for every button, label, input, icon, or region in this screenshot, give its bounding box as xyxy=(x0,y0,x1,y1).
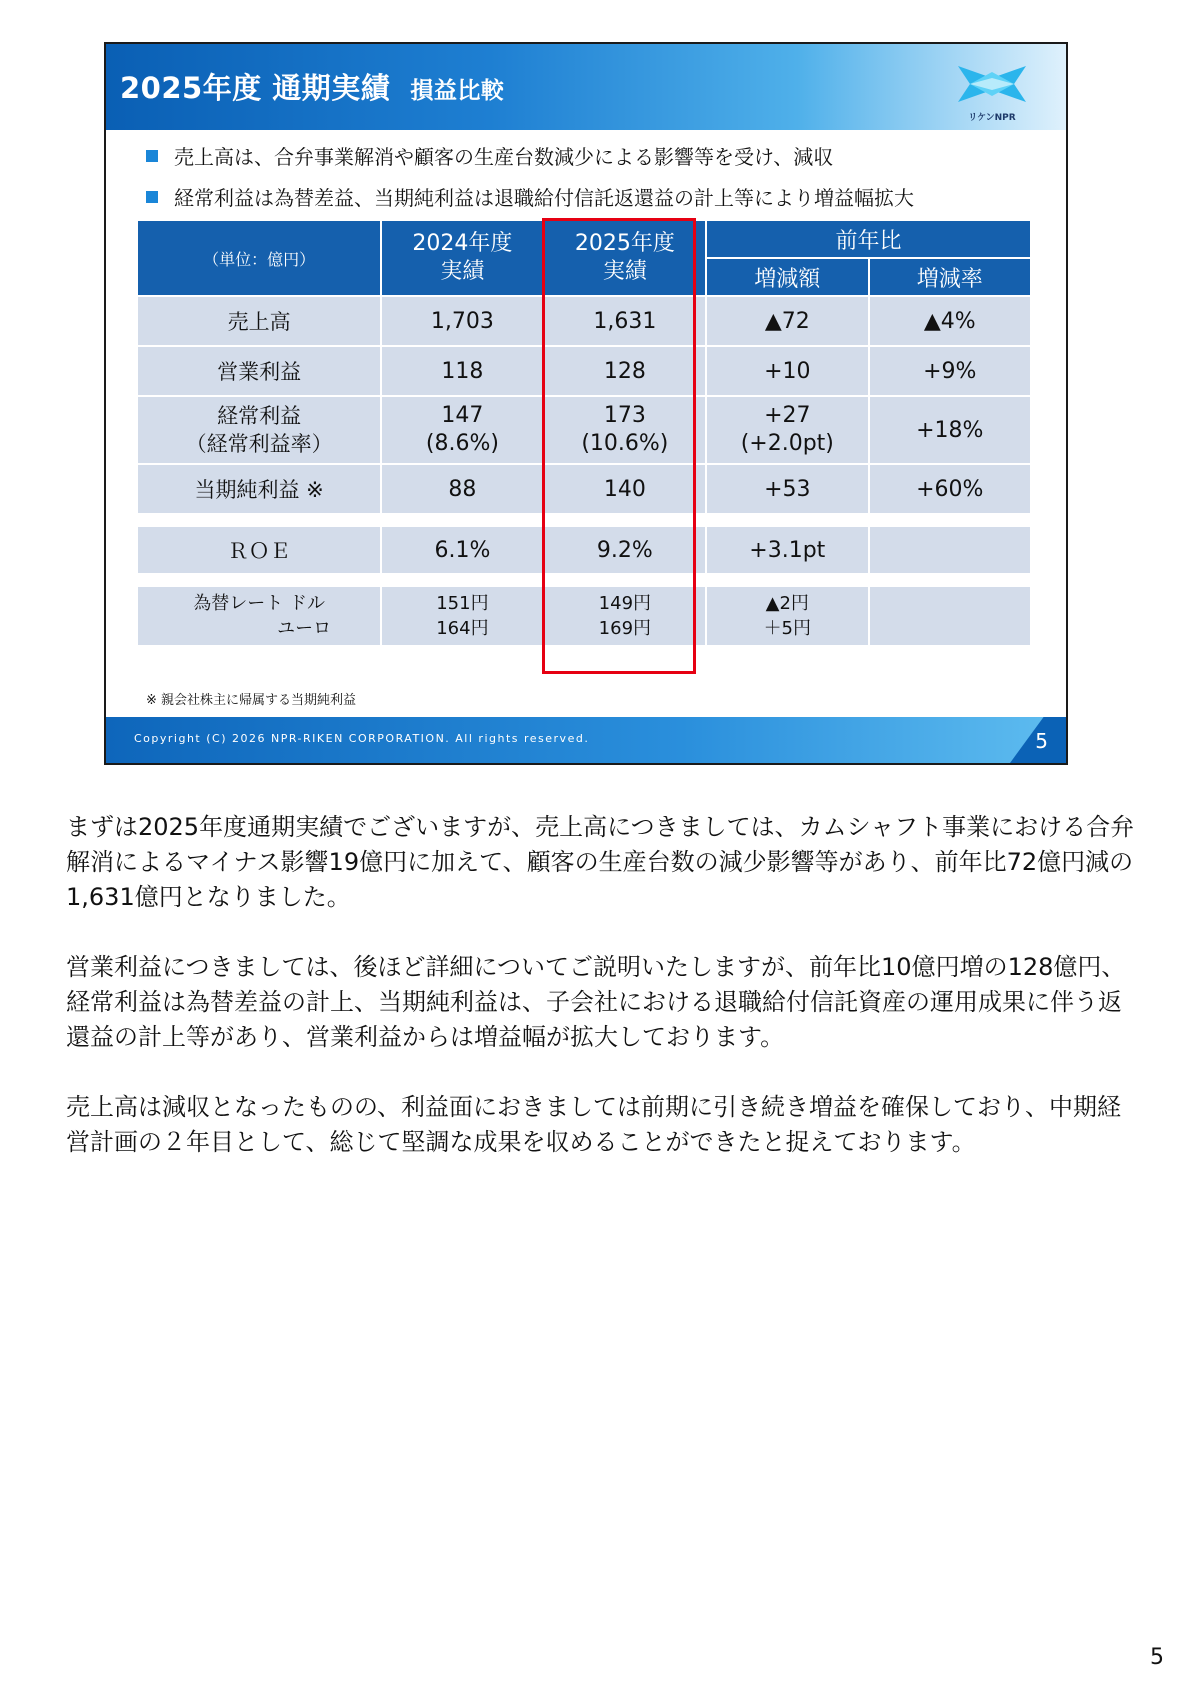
table-gap xyxy=(137,574,1031,586)
unit-header: （単位：億円） xyxy=(137,220,381,296)
header-yoy: 前年比 xyxy=(706,220,1031,258)
square-bullet-icon xyxy=(146,191,158,203)
header-2024-year: 2024年度 xyxy=(412,231,513,256)
slide-subtitle: 損益比較 xyxy=(410,78,505,104)
value-2024: 1,703 xyxy=(381,296,543,346)
fx-label-eur: ユーロ xyxy=(277,618,332,639)
value-2025-main: 173 xyxy=(603,403,646,428)
value-diff: +53 xyxy=(706,464,868,514)
table-row-roe xyxy=(137,526,1031,574)
row-label xyxy=(137,586,381,646)
company-logo xyxy=(952,58,1032,124)
eur-diff: ＋5円 xyxy=(763,618,812,639)
notes-paragraph: 売上高は減収となったものの、利益面におきましては前期に引き続き増益を確保しており、中期経営計画の２年目として、総じて堅調な成果を収めることができたと捉えております。 xyxy=(66,1093,1122,1156)
usd-2024: 151円 xyxy=(436,593,489,614)
value-2025-ratio: (10.6%) xyxy=(581,431,669,456)
value-2025 xyxy=(544,586,706,646)
bullet-list xyxy=(146,137,914,219)
header-2025 xyxy=(544,220,706,296)
slide-number: 5 xyxy=(1035,729,1048,753)
usd-2025: 149円 xyxy=(598,593,652,614)
value-2025: 128 xyxy=(544,346,706,396)
value-rate: ▲4% xyxy=(869,296,1031,346)
usd-diff: ▲2円 xyxy=(765,593,809,614)
bullet-item xyxy=(146,178,914,219)
bullet-text: 売上高は、合弁事業解消や顧客の生産台数減少による影響等を受け、減収 xyxy=(174,145,834,169)
value-rate: +60% xyxy=(869,464,1031,514)
value-2024: 6.1% xyxy=(381,526,543,574)
slide-title-text: 2025年度 通期実績 xyxy=(120,71,391,105)
table-gap xyxy=(137,514,1031,526)
eur-2024: 164円 xyxy=(436,618,489,639)
header-rate: 増減率 xyxy=(869,258,1031,296)
value-rate: +9% xyxy=(869,346,1031,396)
value-2025 xyxy=(544,396,706,464)
value-diff: +10 xyxy=(706,346,868,396)
row-label: 営業利益 xyxy=(137,346,381,396)
row-label: 当期純利益 ※ xyxy=(137,464,381,514)
row-label-sub: （経常利益率） xyxy=(185,432,333,456)
square-bullet-icon xyxy=(146,150,158,162)
header-diff: 増減額 xyxy=(706,258,868,296)
value-2025: 1,631 xyxy=(544,296,706,346)
value-diff-main: +27 xyxy=(764,403,811,428)
value-diff xyxy=(706,396,868,464)
row-label: ＲＯＥ xyxy=(137,526,381,574)
value-diff: +3.1pt xyxy=(706,526,868,574)
fx-label-usd: 為替レート ドル xyxy=(193,593,325,614)
notes-paragraph: 営業利益につきましては、後ほど詳細についてご説明いたしますが、前年比10億円増の128億円、経常利益は為替差益の計上、当期純利益は、子会社における退職給付信託資産の運用成果に伴う返還益の計上等があり、営業利益からは増益幅が拡大しております。 xyxy=(66,953,1126,1051)
value-2024 xyxy=(381,586,543,646)
value-2025: 140 xyxy=(544,464,706,514)
value-2025: 9.2% xyxy=(544,526,706,574)
table-row-sales xyxy=(137,296,1031,346)
value-diff: ▲72 xyxy=(706,296,868,346)
slide xyxy=(104,42,1068,765)
table-row-fx-rate xyxy=(137,586,1031,646)
value-rate-empty xyxy=(869,586,1031,646)
value-2024: 118 xyxy=(381,346,543,396)
slide-header xyxy=(106,44,1066,130)
header-2025-actual: 実績 xyxy=(602,259,647,284)
value-2024-main: 147 xyxy=(441,403,484,428)
value-diff xyxy=(706,586,868,646)
bullet-item xyxy=(146,137,914,178)
row-label: 売上高 xyxy=(137,296,381,346)
row-label-main: 経常利益 xyxy=(217,404,302,428)
copyright: Copyright (C) 2026 NPR-RIKEN CORPORATION. All rights reserved. xyxy=(134,732,590,745)
header-2024 xyxy=(381,220,543,296)
bullet-text: 経常利益は為替差益、当期純利益は退職給付信託返還益の計上等により増益幅拡大 xyxy=(174,186,914,210)
slide-title xyxy=(120,66,504,107)
pl-comparison-table xyxy=(136,219,1032,647)
value-rate: +18% xyxy=(869,396,1031,464)
table-row-ordinary-profit xyxy=(137,396,1031,464)
value-2024: 88 xyxy=(381,464,543,514)
logo-text: リケンNPR xyxy=(968,113,1016,123)
header-2024-actual: 実績 xyxy=(440,259,485,284)
page-number: 5 xyxy=(1150,1645,1164,1670)
value-2024 xyxy=(381,396,543,464)
slide-footer xyxy=(106,717,1066,763)
header-2025-year: 2025年度 xyxy=(574,231,675,256)
table-row-net-income xyxy=(137,464,1031,514)
speaker-notes xyxy=(66,810,1136,1195)
table-row-operating-profit xyxy=(137,346,1031,396)
value-2024-ratio: (8.6%) xyxy=(425,431,499,456)
eur-2025: 169円 xyxy=(598,618,652,639)
value-rate xyxy=(869,526,1031,574)
footnote: ※ 親会社株主に帰属する当期純利益 xyxy=(146,693,357,708)
logo-mark-icon xyxy=(952,58,1032,110)
value-diff-ratio: (+2.0pt) xyxy=(740,431,834,456)
row-label xyxy=(137,396,381,464)
notes-paragraph: まずは2025年度通期実績でございますが、売上高につきましては、カムシャフト事業における合弁解消によるマイナス影響19億円に加えて、顧客の生産台数の減少影響等があり、前年比72億円減の1,631億円となりました。 xyxy=(66,813,1135,911)
